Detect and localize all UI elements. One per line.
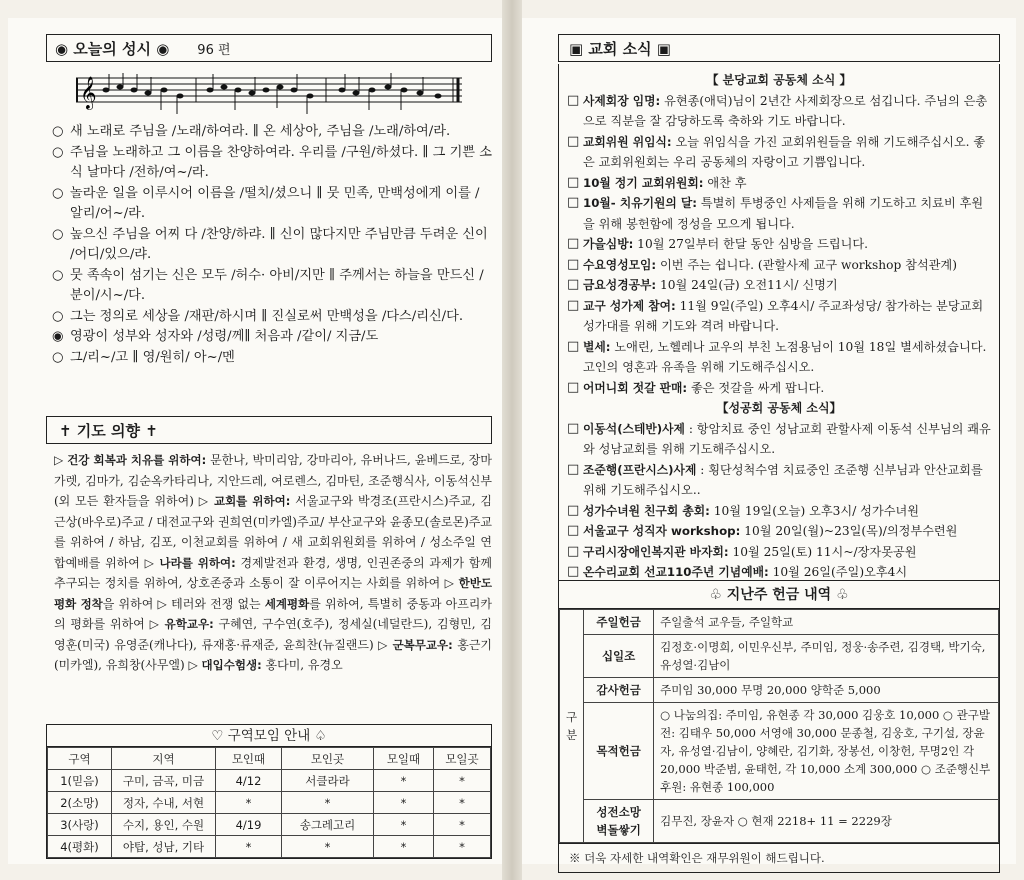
checkbox-icon: □ (567, 174, 580, 190)
church-news (558, 64, 1000, 587)
news-item: □ 어머니회 젓갈 판매: 좋은 젓갈을 싸게 팝니다. (567, 378, 991, 399)
prayer-topic: 나라를 위하여: (159, 555, 236, 570)
verse: ○ 놀라운 일을 이루시어 이름을 /떨치/셨으니 ∥ 뭇 민족, 만백성에게 이를 /알리/어~/라. (52, 185, 480, 221)
news-item: □ 서울교구 성직자 workshop: 10월 20일(월)~23일(목)/의정부수련원 (567, 521, 991, 542)
table-row: 2(소망) 정자, 수내, 서현 * * * * (48, 792, 491, 814)
table-row: 1(믿음) 구미, 금곡, 미금 4/12 서클라라 * * (48, 770, 491, 792)
news-section-title: 【성공회 공동체 소식】 (716, 401, 842, 415)
table-row: 4(평화) 야탑, 성남, 기타 * * * * (48, 836, 491, 858)
verse: ○ 새 노래로 주님을 /노래/하여라. ∥ 온 세상아, 주님을 /노래/하여/라. (52, 124, 451, 139)
prayer-intentions (54, 450, 492, 676)
svg-text:𝄞: 𝄞 (80, 76, 97, 109)
news-item: □ 구리시장애인복지관 바자회: 10월 25일(토) 11시~/장자못공원 (567, 542, 991, 563)
prayer-topic: 세계평화 (264, 596, 310, 611)
hymn-verses (52, 122, 492, 368)
prayer-text: 구혜연, 구수연(호주), 정세실(네덜란드), 김형민, 김영훈(미국) 유영준(캐나다), 류재홍·류재준, 윤희찬(뉴질랜드) ▷ (54, 617, 492, 652)
news-item: □ 수요영성모임: 이번 주는 쉽니다. (관할사제 교구 workshop 참석관계) (567, 255, 991, 276)
checkbox-icon: □ (567, 277, 580, 292)
checkbox-icon: □ (567, 420, 580, 436)
prayer-text: ▷ (54, 453, 68, 467)
hymn-number: 96 편 (197, 42, 231, 58)
news-item: □ 성가수녀원 친구회 총회: 10월 19일(오늘) 오후3시/ 성가수녀원 (567, 501, 991, 522)
page-gutter (502, 0, 522, 880)
news-header: ▣ 교회 소식 ▣ (558, 34, 1000, 62)
checkbox-icon: □ (567, 461, 580, 477)
news-item: □ 조준행(프란시스)사제 : 횡단성척수염 치료중인 조준행 신부님과 안산교회를 위해 기도해주십시오.. (567, 460, 991, 501)
prayer-topic: 건강 회복과 치유를 위하여: (67, 453, 207, 467)
table-header-row: 구역 지역 모인때 모인곳 모일때 모일곳 (48, 748, 491, 770)
checkbox-icon: □ (567, 502, 580, 518)
prayer-topic: 한반도 평화 정착 (54, 576, 492, 611)
offering-title: ♧ 지난주 헌금 내역 ♧ (559, 581, 999, 609)
hymn-header (46, 34, 492, 62)
table-row: 구분 주일헌금 주일출석 교우들, 주일학교 (560, 610, 999, 635)
news-item: □ 이동석(스테반)사제 : 항암치료 중인 성남교회 관할사제 이동석 신부님의 쾌유와 성남교회를 위해 기도해주십시오. (567, 419, 991, 460)
verse: ○ 그는 정의로 세상을 /재판/하시며 ∥ 진실로써 만백성을 /다스/리신/다. (52, 308, 464, 324)
checkbox-icon: □ (567, 92, 580, 108)
offering-report (558, 580, 1000, 873)
news-item: □ 온수리교회 선교110주년 기념예배: 10월 26일(주일)오후4시 (567, 562, 991, 583)
news-item: □ 10월- 치유기원의 달: 특별히 투병중인 사제들을 위해 기도하고 치료비 후원을 위해 봉헌함에 정성을 모으게 됩니다. (567, 193, 991, 234)
verse: ○ 높으신 주님을 어찌 다 /찬양/하랴. ∥ 신이 많다지만 주님만큼 두려운 신이 /어디/있으/랴. (52, 226, 488, 262)
table-row: 감사헌금 주미임 30,000 무명 20,000 양학준 5,000 (560, 678, 999, 703)
checkbox-icon: □ (567, 297, 580, 313)
table-row: 성전소망 벽돌쌓기 김무진, 장윤자 ○ 현재 2218+ 11 = 2229장 (560, 800, 999, 843)
prayer-topic: 대입수험생: (201, 658, 262, 672)
verse: ◉ 영광이 성부와 성자와 /성령/께∥ 처음과 /같이/ 지금/도 (52, 329, 379, 344)
prayer-text: 서울교구와 박경조(프란시스)주교, 김근상(바우로)주교 / 대전교구와 권희연(미카엘)주교/ 부산교구와 윤종모(솔로몬)주교를 위하여 / 하남, 김포, 이천교회를 위하여 / 새 교회위원회를 위하여 / 성소주일 연합예배를 위하여 ▷ (54, 494, 492, 570)
news-item: □ 10월 정기 교회위원회: 애찬 후 (567, 173, 991, 194)
prayer-text: 문한나, 박미리암, 강마리아, 유버나드, 윤베드로, 장마가렛, 김마가, 김순옥카타리나, 지안드레, 여로렌스, 김마틴, 조준행식사, 이동석신부 (외 모든 환자들을 위하여) ▷ (54, 453, 492, 508)
prayer-text: 홍근기(미카엘), 유희창(사무엘) ▷ (54, 637, 493, 672)
news-item: □ 별세: 노애린, 노헬레나 교우의 부친 노점용님이 10월 18일 별세하셨습니다. 고인의 영혼과 유족을 위해 기도해주십시오. (567, 337, 991, 378)
verse: ○ 뭇 족속이 섬기는 신은 모두 /허수· 아비/지만 ∥ 주께서는 하늘을 만드신 /분이/시~/다. (52, 267, 484, 303)
table-row: 3(사랑) 수지, 용인, 수원 4/19 송그레고리 * * (48, 814, 491, 836)
table-row: 십일조 김정호·이명희, 이민우신부, 주미임, 정웅·송주련, 김경택, 박기숙, 유성열·김남이 (560, 635, 999, 678)
checkbox-icon: □ (567, 195, 580, 210)
news-item: □ 가을심방: 10월 27일부터 한달 동안 심방을 드립니다. (567, 234, 991, 255)
left-page (8, 18, 502, 864)
verse: ○ 주님을 노래하고 그 이름을 찬양하여라. 우리를 /구원/하셨다. ∥ 그 기쁜 소식 날마다 /전하/여~/라. (52, 144, 492, 180)
news-item: □ 교구 성가제 참여: 11월 9일(주일) 오후4시/ 주교좌성당/ 참가하는 분당교회성가대를 위해 기도와 격려 바랍니다. (567, 296, 991, 337)
district-meeting-table (46, 724, 492, 859)
prayer-text: 를 위하여, 특별히 중동과 아프리카의 평화를 위하여 ▷ (54, 596, 492, 631)
checkbox-icon: □ (567, 133, 580, 149)
prayer-text: 홍다미, 유경오 (261, 658, 343, 672)
news-item: □ 금요성경공부: 10월 24일(금) 오전11시/ 신명기 (567, 275, 991, 296)
checkbox-icon: □ (567, 543, 580, 559)
checkbox-icon: □ (567, 523, 580, 538)
prayer-topic: 유학교우: (164, 617, 214, 631)
prayer-header: ✝ 기도 의향 ✝ (46, 416, 492, 444)
verse: ○ 그/리~/고 ∥ 영/원히/ 아~/멘 (52, 349, 235, 365)
checkbox-icon: □ (567, 236, 580, 251)
news-item: □ 교회위원 위임식: 오늘 위임식을 가진 교회위원들을 위해 기도해주십시오. 좋은 교회위원회는 우리 공동체의 자랑이고 기쁨입니다. (567, 132, 991, 173)
news-item: □ 사제회장 임명: 유현종(애덕)님이 2년간 사제회장으로 섬깁니다. 주님의 은총으로 직분을 잘 감당하도록 축하와 기도 바랍니다. (567, 91, 991, 132)
checkbox-icon: □ (567, 256, 580, 272)
prayer-text: 을 위하여 ▷ 테러와 전쟁 없는 (102, 596, 265, 611)
news-section-title: 【 분당교회 공동체 소식 】 (706, 73, 852, 87)
checkbox-icon: □ (567, 338, 580, 354)
meeting-title: ♡ 구역모임 안내 ♤ (47, 725, 491, 747)
checkbox-icon: □ (567, 379, 580, 395)
right-page (522, 18, 1016, 864)
group-label: 구분 (560, 610, 584, 843)
hymn-title: ◉ 오늘의 성시 ◉ (55, 39, 170, 58)
checkbox-icon: □ (567, 564, 580, 579)
prayer-topic: 군복무교우: (392, 637, 453, 652)
table-row: 목적헌금 ○ 나눔의집: 주미임, 유현종 각 30,000 김웅호 10,000 ○ 관구발전: 김태우 50,000 서영애 30,000 문종철, 김웅호, 구기설, 장윤자, 유성열·김남이, 양혜란, 김기화, 장봉선, 이창헌, 무명2인 각 20,000 박준범, 윤태헌, 각 10,000 소계 300,000 ○ 조준행신부후원: 유현종 100,000 (560, 703, 999, 800)
prayer-text: 경제발전과 환경, 생명, 인권존중의 과제가 함께 추구되는 정치를 위하여, 상호존중과 소통이 잘 이루어지는 사회를 위하여 ▷ (54, 555, 492, 590)
offering-footnote: ※ 더욱 자세한 내역확인은 재무위원이 해드립니다. (559, 843, 999, 872)
prayer-topic: 교회를 위하여: (213, 494, 291, 508)
music-staff-image (76, 70, 462, 116)
